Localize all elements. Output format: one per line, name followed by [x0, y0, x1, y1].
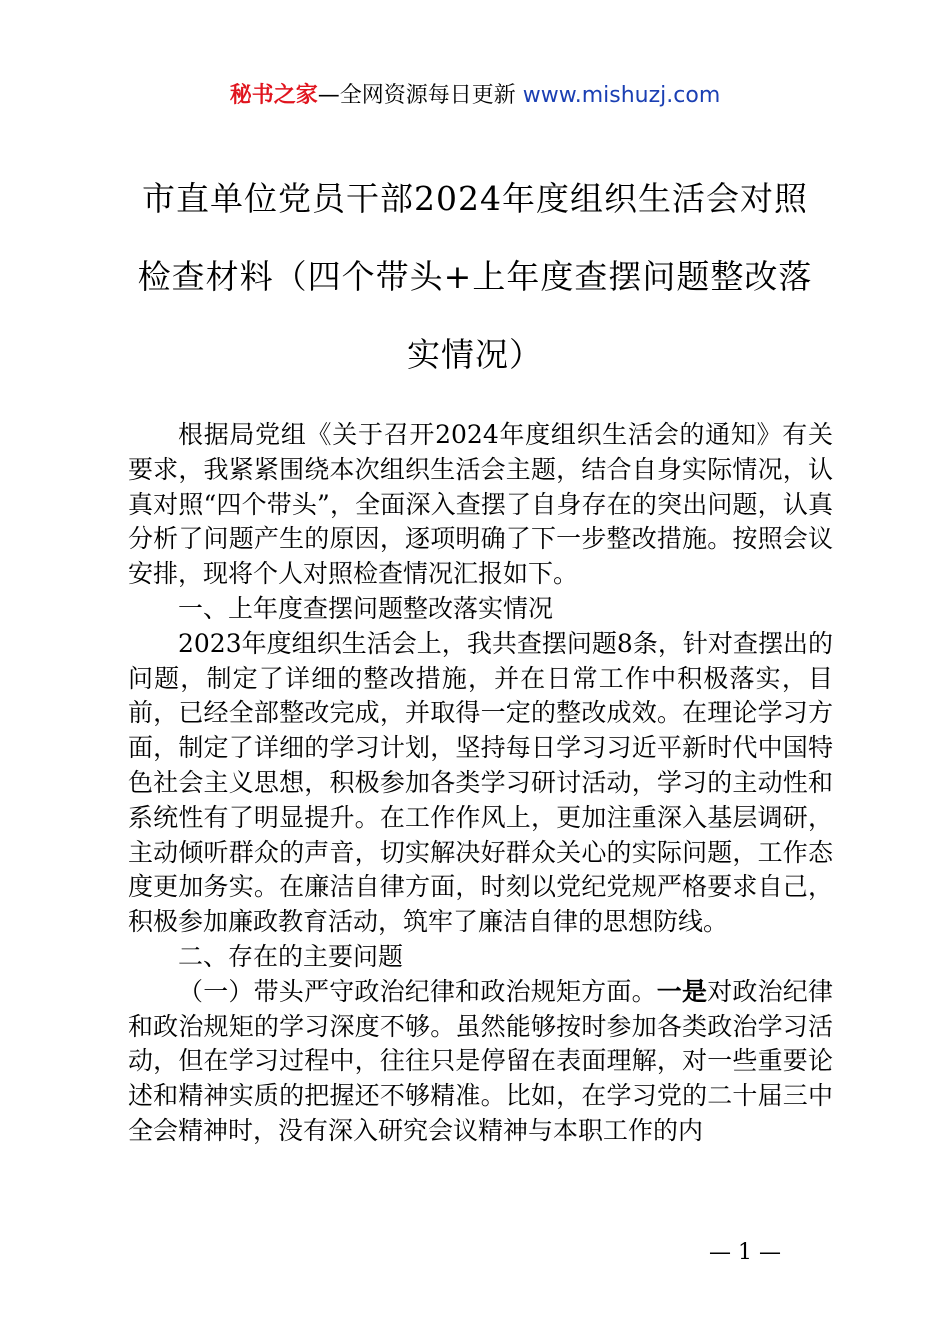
site-brand: 秘书之家 [229, 83, 318, 108]
document-title [110, 160, 840, 394]
title-line-2: 检查材料（四个带头+上年度查摆问题整改落 [137, 257, 813, 296]
subsection-text: 对政治纪律和政治规矩的学习深度不够。虽然能够按时参加各类政治学习活动，但在学习过程中，往往只是停留在表面理解，对一些重要论述和精神实质的把握还不够精准。比如，在学习党的二十届三中全会精神时，没有深入研究会议精神与本职工作的内 [128, 976, 833, 1145]
section-1-paragraph: 2023年度组织生活会上，我共查摆问题8条，针对查摆出的问题，制定了详细的整改措施，并在日常工作中积极落实，目前，已经全部整改完成，并取得一定的整改成效。在理论学习方面，制定了详细的学习计划，坚持每日学习习近平新时代中国特色社会主义思想，积极参加各类学习研讨活动，学习的主动性和系统性有了明显提升。在工作作风上，更加注重深入基层调研，主动倾听群众的声音，切实解决好群众关心的实际问题，工作态度更加务实。在廉洁自律方面，时刻以党纪党规严格要求自己，积极参加廉政教育活动，筑牢了廉洁自律的思想防线。 [128, 628, 833, 937]
subsection-label: （一）带头严守政治纪律和政治规矩方面。 [178, 976, 657, 1006]
title-line-3: 实情况） [407, 335, 543, 374]
section-2-paragraph [128, 975, 833, 1149]
document-body [128, 418, 833, 1149]
site-url[interactable]: www.mishuzj.com [522, 83, 721, 108]
site-slogan: —全网资源每日更新 [317, 83, 516, 108]
intro-paragraph: 根据局党组《关于召开2024年度组织生活会的通知》有关要求，我紧紧围绕本次组织生活会主题，结合自身实际情况，认真对照“四个带头”，全面深入查摆了自身存在的突出问题，认真分析了问题产生的原因，逐项明确了下一步整改措施。按照会议安排，现将个人对照检查情况汇报如下。 [128, 420, 833, 589]
site-header [0, 80, 950, 112]
title-line-1: 市直单位党员干部2024年度组织生活会对照 [142, 179, 808, 218]
point-marker: 一是 [656, 976, 708, 1006]
page-number: — 1 — [709, 1240, 781, 1265]
section-1-heading: 一、上年度查摆问题整改落实情况 [178, 593, 554, 623]
section-2-heading: 二、存在的主要问题 [178, 941, 404, 971]
